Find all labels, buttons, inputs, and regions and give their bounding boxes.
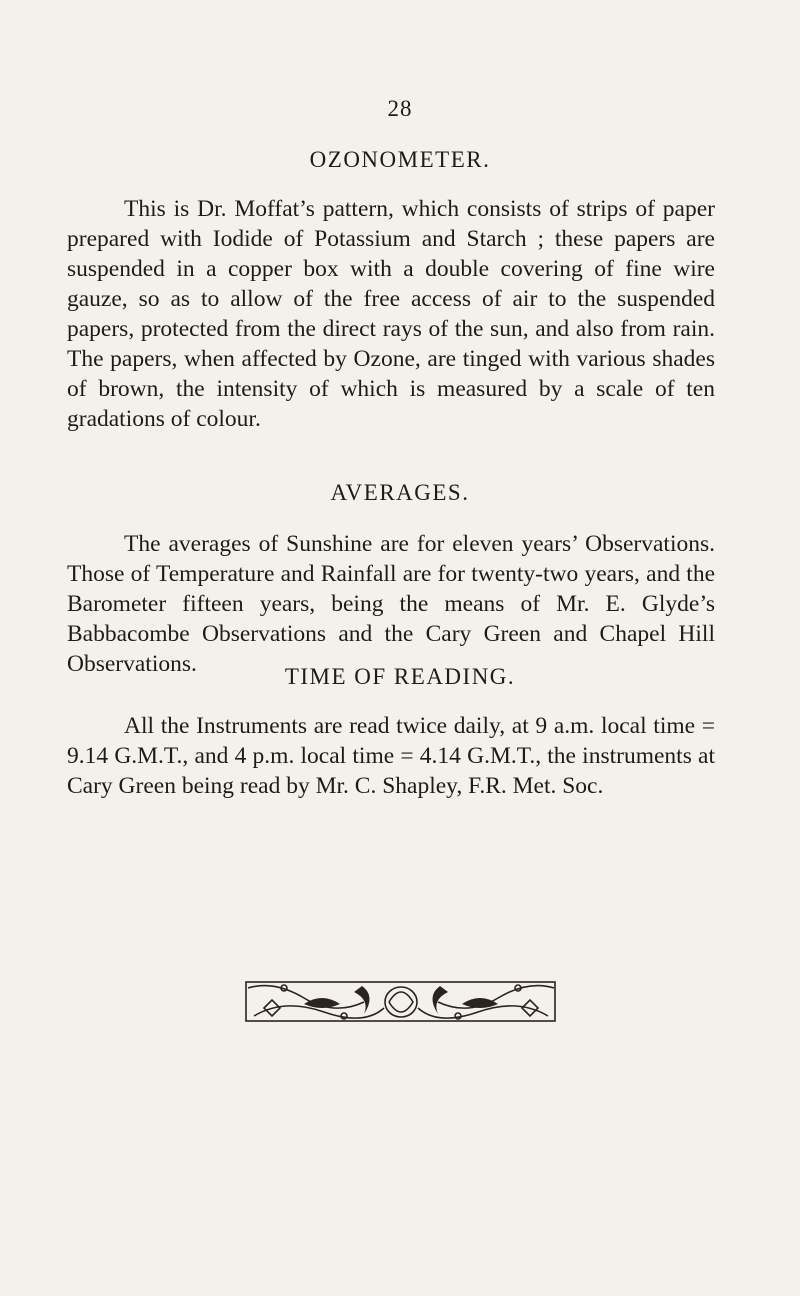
section-heading-ozonometer: OZONOMETER. xyxy=(309,147,491,172)
section-heading-time-of-reading: TIME OF READING. xyxy=(284,664,516,689)
section-heading-averages: AVERAGES. xyxy=(330,480,470,505)
section-body-time-of-reading: All the Instruments are read twice daily, at 9 a.m. local time = 9.14 G.M.T., and 4 p.m. local time = 4.14 G.M.T., the instruments at Cary Green being read by Mr. C. Shapley, F.R. Met. Soc. xyxy=(67,713,715,799)
decorative-tailpiece-icon xyxy=(244,978,557,1025)
page-number: 28 xyxy=(387,96,413,121)
section-body-averages: The averages of Sunshine are for eleven years’ Observations. Those of Temperature and Rainfall are for twenty-two years, and the Barometer fifteen years, being the means of Mr. E. Glyde’s Babbacombe Observations and the Cary Green and Chapel Hill Observations. xyxy=(67,531,715,677)
section-body-ozonometer: This is Dr. Moffat’s pattern, which consists of strips of paper prepared with Iodide of Potassium and Starch ; these papers are suspended in a copper box with a double covering of fine wire gauze, so as to allow of the free access of air to the suspended papers, protected from the direct rays of the sun, and also from rain. The papers, when affected by Ozone, are tinged with various shades of brown, the intensity of which is measured by a scale of ten gradations of colour. xyxy=(67,196,715,432)
